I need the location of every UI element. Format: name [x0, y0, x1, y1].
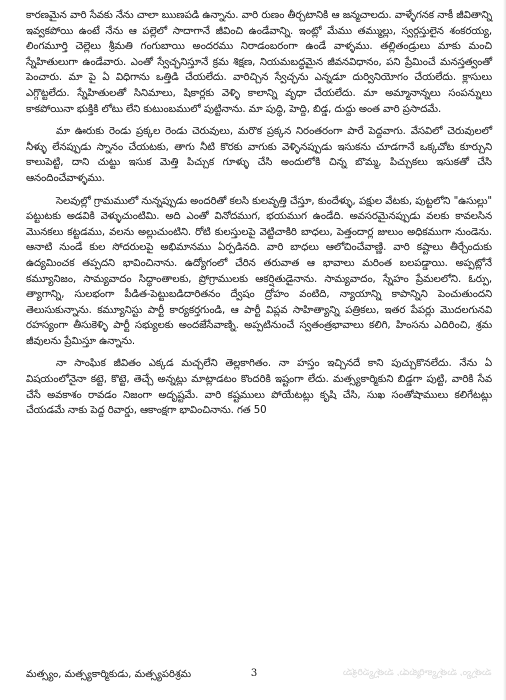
- bleed-through-text: మత్స్యం, మత్స్యకార్మికుడు, మత్స్యపరిశ్రమ: [343, 668, 492, 678]
- running-title: మత్స్యం, మత్స్యకార్మికుడు, మత్స్యపరిశ్రమ: [26, 669, 192, 680]
- paragraph-4: నా సాంఘిక జీవితం ఎక్కడ మచ్చలేని తెల్లకాగితం. నా హస్తం ఇచ్చినదే కాని పుచ్చుకొనలేదు. నేను ఏ విషయంలోనైనా కట్టె, కొట్టె, తెచ్చే అన్నట్లు మాట్లాడటం కొందరికి ఇష్టంగా లేదు. మత్స్యకార్మికుని బిడ్డగా పుట్టి, వారికి సేవ చేసే అవకాశం రావడం నిజంగా అదృష్టమే. వారి కష్టములు పోయేటట్లు కృషి చేసి, సుఖ సంతోషాములు కలిగేటట్లు చేయడమే నాకు పెద్ద రివార్డు, ఆకాంక్షగా భావించినాను. గత 50: [26, 358, 492, 417]
- paragraph-3: సెలవుల్లో గ్రామములో నున్నప్పుడు అందరితో కలసి కులవృత్తి చేస్తూ, కుందేళ్ళు, పక్షుల వేటకు, పుట్టలోని "ఉసుల్లు" పట్టుటకు అడవికి వెళ్ళుచుంటిమి. అది ఎంతో వినోదముగ, భయముగ ఉండేది. అవసరమైనప్పుడు వలకు కావలసిన మొనకలు కట్టడము, వలను అల్లుచుంటిని. రోటి కులస్తులపై వెట్టిచాకిరి బాధలు, పెత్తందార్ల జులుం అధికముగా నుండెను. ఆనాటి నుండే కుల సోదరులపై అభిమానము ఏర్పడినది. వారి బాధలు ఆలోచించేవాణ్ణి. వారి కష్టాలు తీర్చేందుకు ఉద్యమించక తప్పదని భావించినాను. ఉద్యోగంలో చేరిన తరువాత ఆ భావాలు మరింత బలపడ్డాయి. అప్పట్లోనే కమ్యూనిజం, సామ్యవాదం సిద్ధాంతాలకు, ప్రోగ్రాములకు ఆకర్షితుడైనాను. సామ్యవాదం, స్నేహం ప్రేమలలోని. ఓర్పు, త్యాగాన్ని, సులభంగా పీడిత-పెట్టుబడిదారితనం ద్వేషం ద్రోహం వంటిది, న్యాయాన్ని కాపాన్నిని పెంచుతుందని తెలుసుకున్నాను. కమ్యూనిస్టు పార్టీ కార్యకర్తగుండి, ఆ పార్టీ విప్లవ సాహిత్యాన్ని పత్రికలు, ఇతర పేపర్లు మొదలగునవి రహస్యంగా తీసుకెళ్ళి పార్టీ సభ్యులకు అందజేసేవాణ్ని. అప్పటినుంచే స్వతంత్రభావాలు కలిగి, హింసను ఎదిరించి, శ్రమ జీవులను ప్రేమిస్తూ ఉన్నాను.: [26, 195, 492, 347]
- page-number: 3: [250, 668, 258, 679]
- page-footer: [26, 668, 492, 688]
- paragraph-1: కారణమైన వారి సేవకు నేను చాలా ఋణపడి ఉన్నాను. వారి రుణం తీర్చటానికి ఆ జన్మచాలదు. వాళ్ళేగనక నాకీ జీవితాన్ని ఇవ్వకపోయి ఉంటే నేను ఆ పల్లెలో సాదాగానే జీవించి ఉండేవాన్ని. ఇంట్లో మేము తమ్ముల్లు, స్వర్గస్తులైన శంకరయ్య, లింగమూర్తి చెల్లెలు శ్రీమతి గంగుబాయి అందరము నిరాడంబరంగా ఉండే వాళ్ళము. తల్లితండ్రులు మాకు మంచి స్నేహితులుగా ఉండేవారు. ఎంతో స్వేచ్ఛనిస్తూనే క్రమ శిక్షణ, నియమబద్ధమైన జీవనవిధానం, పని ప్రేమించే మనస్తత్వంతో పెంచారు. మా పై ఏ విధిగాను ఒత్తిడి చేయలేదు. వారిచ్చిన స్వేచ్ఛను ఎన్నడూ దుర్వినియోగం చేయలేదు. క్లాసులు ఎగ్గొట్టలేదు. స్నేహితులతో సినిమాలు, షికార్లకు వెళ్ళి కాలాన్ని వృధా చేయలేదు. మా అమ్మానాన్నలు సంపన్నులు కాకపోయినా భుక్తికి లోటు లేని కుటుంబములో పుట్టినాను. మా పుద్ధి, హెద్ది, బిడ్డ, దుద్దు అంత వారి ప్రసాదమే.: [26, 10, 493, 115]
- paragraph-2: మా ఊరుకు రెండు ప్రక్కల రెండు చెరువులు, మరొక ప్రక్కన నిరంతరంగా పారే పెద్దవాగు. వేసవిలో చెరువులలో నీళ్ళు లేనప్పుడు స్నానం చేయటకు, తాగు నీటి కొరకు వాగుకు వెళ్ళినప్పుడు ఇసుకను చూడగానే ఒక్కచోట కూర్చుని కాలుపెట్టి, దాని చుట్టు ఇసుక మెత్తి పిచ్చుక గూళ్ళు చేసి అందులోకి చిన్న బొమ్మ, పిచ్చుకలు ఇసుకతో చేసి ఆనందించేవాళ్ళము.: [26, 126, 492, 184]
